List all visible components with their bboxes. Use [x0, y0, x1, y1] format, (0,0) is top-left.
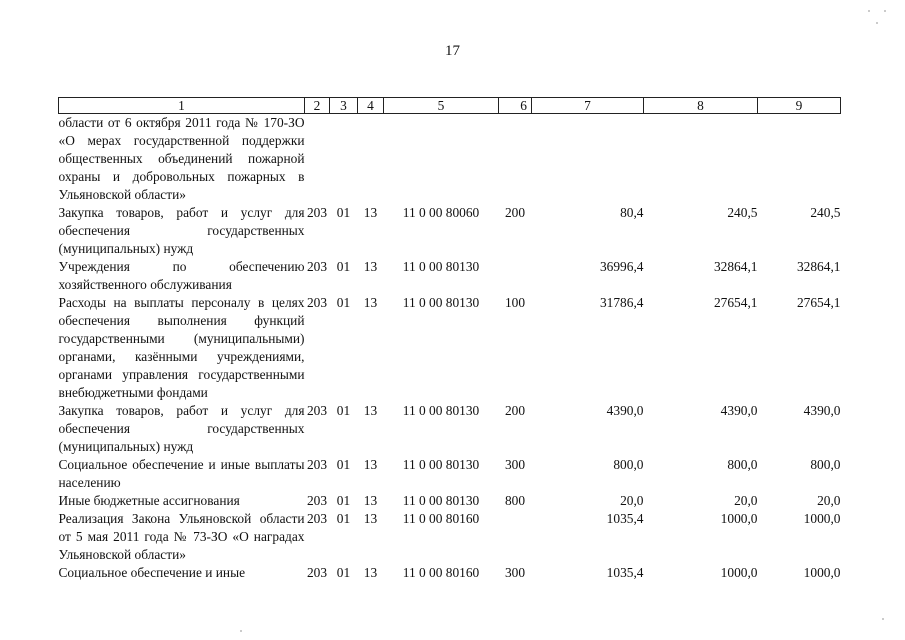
- cell-col-6: 300: [504, 457, 526, 472]
- cell-col-4: 13: [363, 493, 378, 508]
- header-col-2: 2: [305, 98, 330, 114]
- cell-col-9: 1000,0: [803, 565, 841, 580]
- cell-col-5: 11 0 00 80130: [402, 457, 480, 472]
- cell-col-6: [499, 114, 532, 205]
- row-name: Иные бюджетные ассигнования: [58, 493, 240, 508]
- cell-col-9: 240,5: [810, 205, 841, 220]
- cell-col-5: 11 0 00 80130: [402, 295, 480, 310]
- scan-speck: [868, 10, 870, 12]
- cell-col-8: 240,5: [727, 205, 758, 220]
- cell-col-6: [499, 510, 532, 564]
- cell-col-6: 100: [504, 295, 526, 310]
- header-col-6: 6: [499, 98, 532, 114]
- cell-col-4: 13: [363, 205, 378, 220]
- table-row: [59, 258, 841, 294]
- cell-col-2: 203: [306, 493, 328, 508]
- cell-col-8: 1000,0: [720, 511, 758, 526]
- row-name: Учреждения по обеспечению хозяйственного обслуживания: [58, 259, 305, 292]
- cell-col-5: 11 0 00 80160: [402, 511, 480, 526]
- page-number: 17: [445, 43, 460, 59]
- cell-col-3: 01: [336, 511, 351, 526]
- table-row: [59, 456, 841, 492]
- table-row: [59, 402, 841, 456]
- cell-col-7: 80,4: [620, 205, 644, 220]
- header-row: [59, 98, 841, 114]
- cell-col-4: 13: [363, 259, 378, 274]
- table-row: [59, 294, 841, 402]
- cell-col-2: 203: [306, 457, 328, 472]
- cell-col-4: 13: [363, 511, 378, 526]
- cell-col-7: 1035,4: [606, 565, 644, 580]
- cell-col-7: 20,0: [620, 493, 644, 508]
- table-row: [59, 510, 841, 564]
- row-name: Реализация Закона Ульяновской области от 5 мая 2011 года № 73-ЗО «О наградах Ульяновской области»: [58, 511, 305, 562]
- cell-col-5: 11 0 00 80130: [402, 259, 480, 274]
- row-name: области от 6 октября 2011 года № 170-ЗО «О мерах государственной поддержки общественных объединений пожарной охраны и добровольных пожарных в Ульяновской области»: [58, 115, 305, 202]
- row-name: Закупка товаров, работ и услуг для обеспечения государственных (муниципальных) нужд: [58, 205, 305, 256]
- cell-col-8: 4390,0: [720, 403, 758, 418]
- cell-col-9: 27654,1: [796, 295, 841, 310]
- cell-col-2: 203: [306, 403, 328, 418]
- cell-col-3: 01: [336, 565, 351, 580]
- cell-col-7: 36996,4: [599, 259, 644, 274]
- budget-table: [58, 97, 841, 582]
- cell-col-8: [644, 114, 758, 205]
- row-name: Социальное обеспечение и иные: [58, 565, 246, 580]
- cell-col-5: 11 0 00 80130: [402, 403, 480, 418]
- cell-col-2: 203: [306, 511, 328, 526]
- cell-col-3: 01: [336, 205, 351, 220]
- cell-col-2: 203: [306, 565, 328, 580]
- cell-col-8: 20,0: [734, 493, 758, 508]
- cell-col-7: 4390,0: [606, 403, 644, 418]
- cell-col-4: 13: [363, 457, 378, 472]
- cell-col-3: 01: [336, 403, 351, 418]
- cell-col-6: 200: [504, 205, 526, 220]
- cell-col-4: 13: [363, 403, 378, 418]
- cell-col-7: [532, 114, 644, 205]
- cell-col-3: 01: [336, 457, 351, 472]
- cell-col-4: 13: [363, 295, 378, 310]
- cell-col-3: 01: [336, 259, 351, 274]
- cell-col-9: 20,0: [817, 493, 841, 508]
- header-col-8: 8: [644, 98, 758, 114]
- cell-col-6: 300: [504, 565, 526, 580]
- cell-col-8: 27654,1: [713, 295, 758, 310]
- cell-col-7: 800,0: [613, 457, 644, 472]
- cell-col-6: 800: [504, 493, 526, 508]
- cell-col-8: 1000,0: [720, 565, 758, 580]
- cell-col-9: 4390,0: [803, 403, 841, 418]
- cell-col-4: 13: [363, 565, 378, 580]
- cell-col-3: 01: [336, 493, 351, 508]
- cell-col-7: 1035,4: [606, 511, 644, 526]
- header-col-7: 7: [532, 98, 644, 114]
- cell-col-3: 01: [336, 295, 351, 310]
- header-col-1: 1: [59, 98, 305, 114]
- row-name: Социальное обеспечение и иные выплаты населению: [58, 457, 305, 490]
- scan-speck: [884, 10, 886, 12]
- cell-col-6: [499, 258, 532, 294]
- cell-col-9: 1000,0: [803, 511, 841, 526]
- scan-speck: [876, 22, 878, 24]
- scan-speck: [882, 618, 884, 620]
- cell-col-9: 32864,1: [796, 259, 841, 274]
- cell-col-2: 203: [306, 259, 328, 274]
- header-col-4: 4: [358, 98, 384, 114]
- cell-col-8: 32864,1: [713, 259, 758, 274]
- cell-col-5: 11 0 00 80060: [402, 205, 480, 220]
- header-col-9: 9: [758, 98, 841, 114]
- header-col-5: 5: [384, 98, 499, 114]
- cell-col-9: [758, 114, 841, 205]
- header-col-3: 3: [330, 98, 358, 114]
- cell-col-5: [384, 114, 499, 205]
- cell-col-6: 200: [504, 403, 526, 418]
- table-row: [59, 564, 841, 582]
- cell-col-9: 800,0: [810, 457, 841, 472]
- cell-col-4: [358, 114, 384, 205]
- cell-col-3: [330, 114, 358, 205]
- table-row: [59, 492, 841, 510]
- cell-col-2: [305, 114, 330, 205]
- scan-speck: [240, 630, 242, 632]
- row-name: Расходы на выплаты персоналу в целях обеспечения выполнения функций государственными (муниципальными) органами, казёнными учреждениями, органами управления государственными внебюджетными фондами: [58, 295, 305, 400]
- cell-col-8: 800,0: [727, 457, 758, 472]
- cell-col-7: 31786,4: [599, 295, 644, 310]
- table-row: [59, 114, 841, 205]
- table-row: [59, 204, 841, 258]
- cell-col-5: 11 0 00 80130: [402, 493, 480, 508]
- cell-col-2: 203: [306, 295, 328, 310]
- cell-col-5: 11 0 00 80160: [402, 565, 480, 580]
- cell-col-2: 203: [306, 205, 328, 220]
- row-name: Закупка товаров, работ и услуг для обеспечения государственных (муниципальных) нужд: [58, 403, 305, 454]
